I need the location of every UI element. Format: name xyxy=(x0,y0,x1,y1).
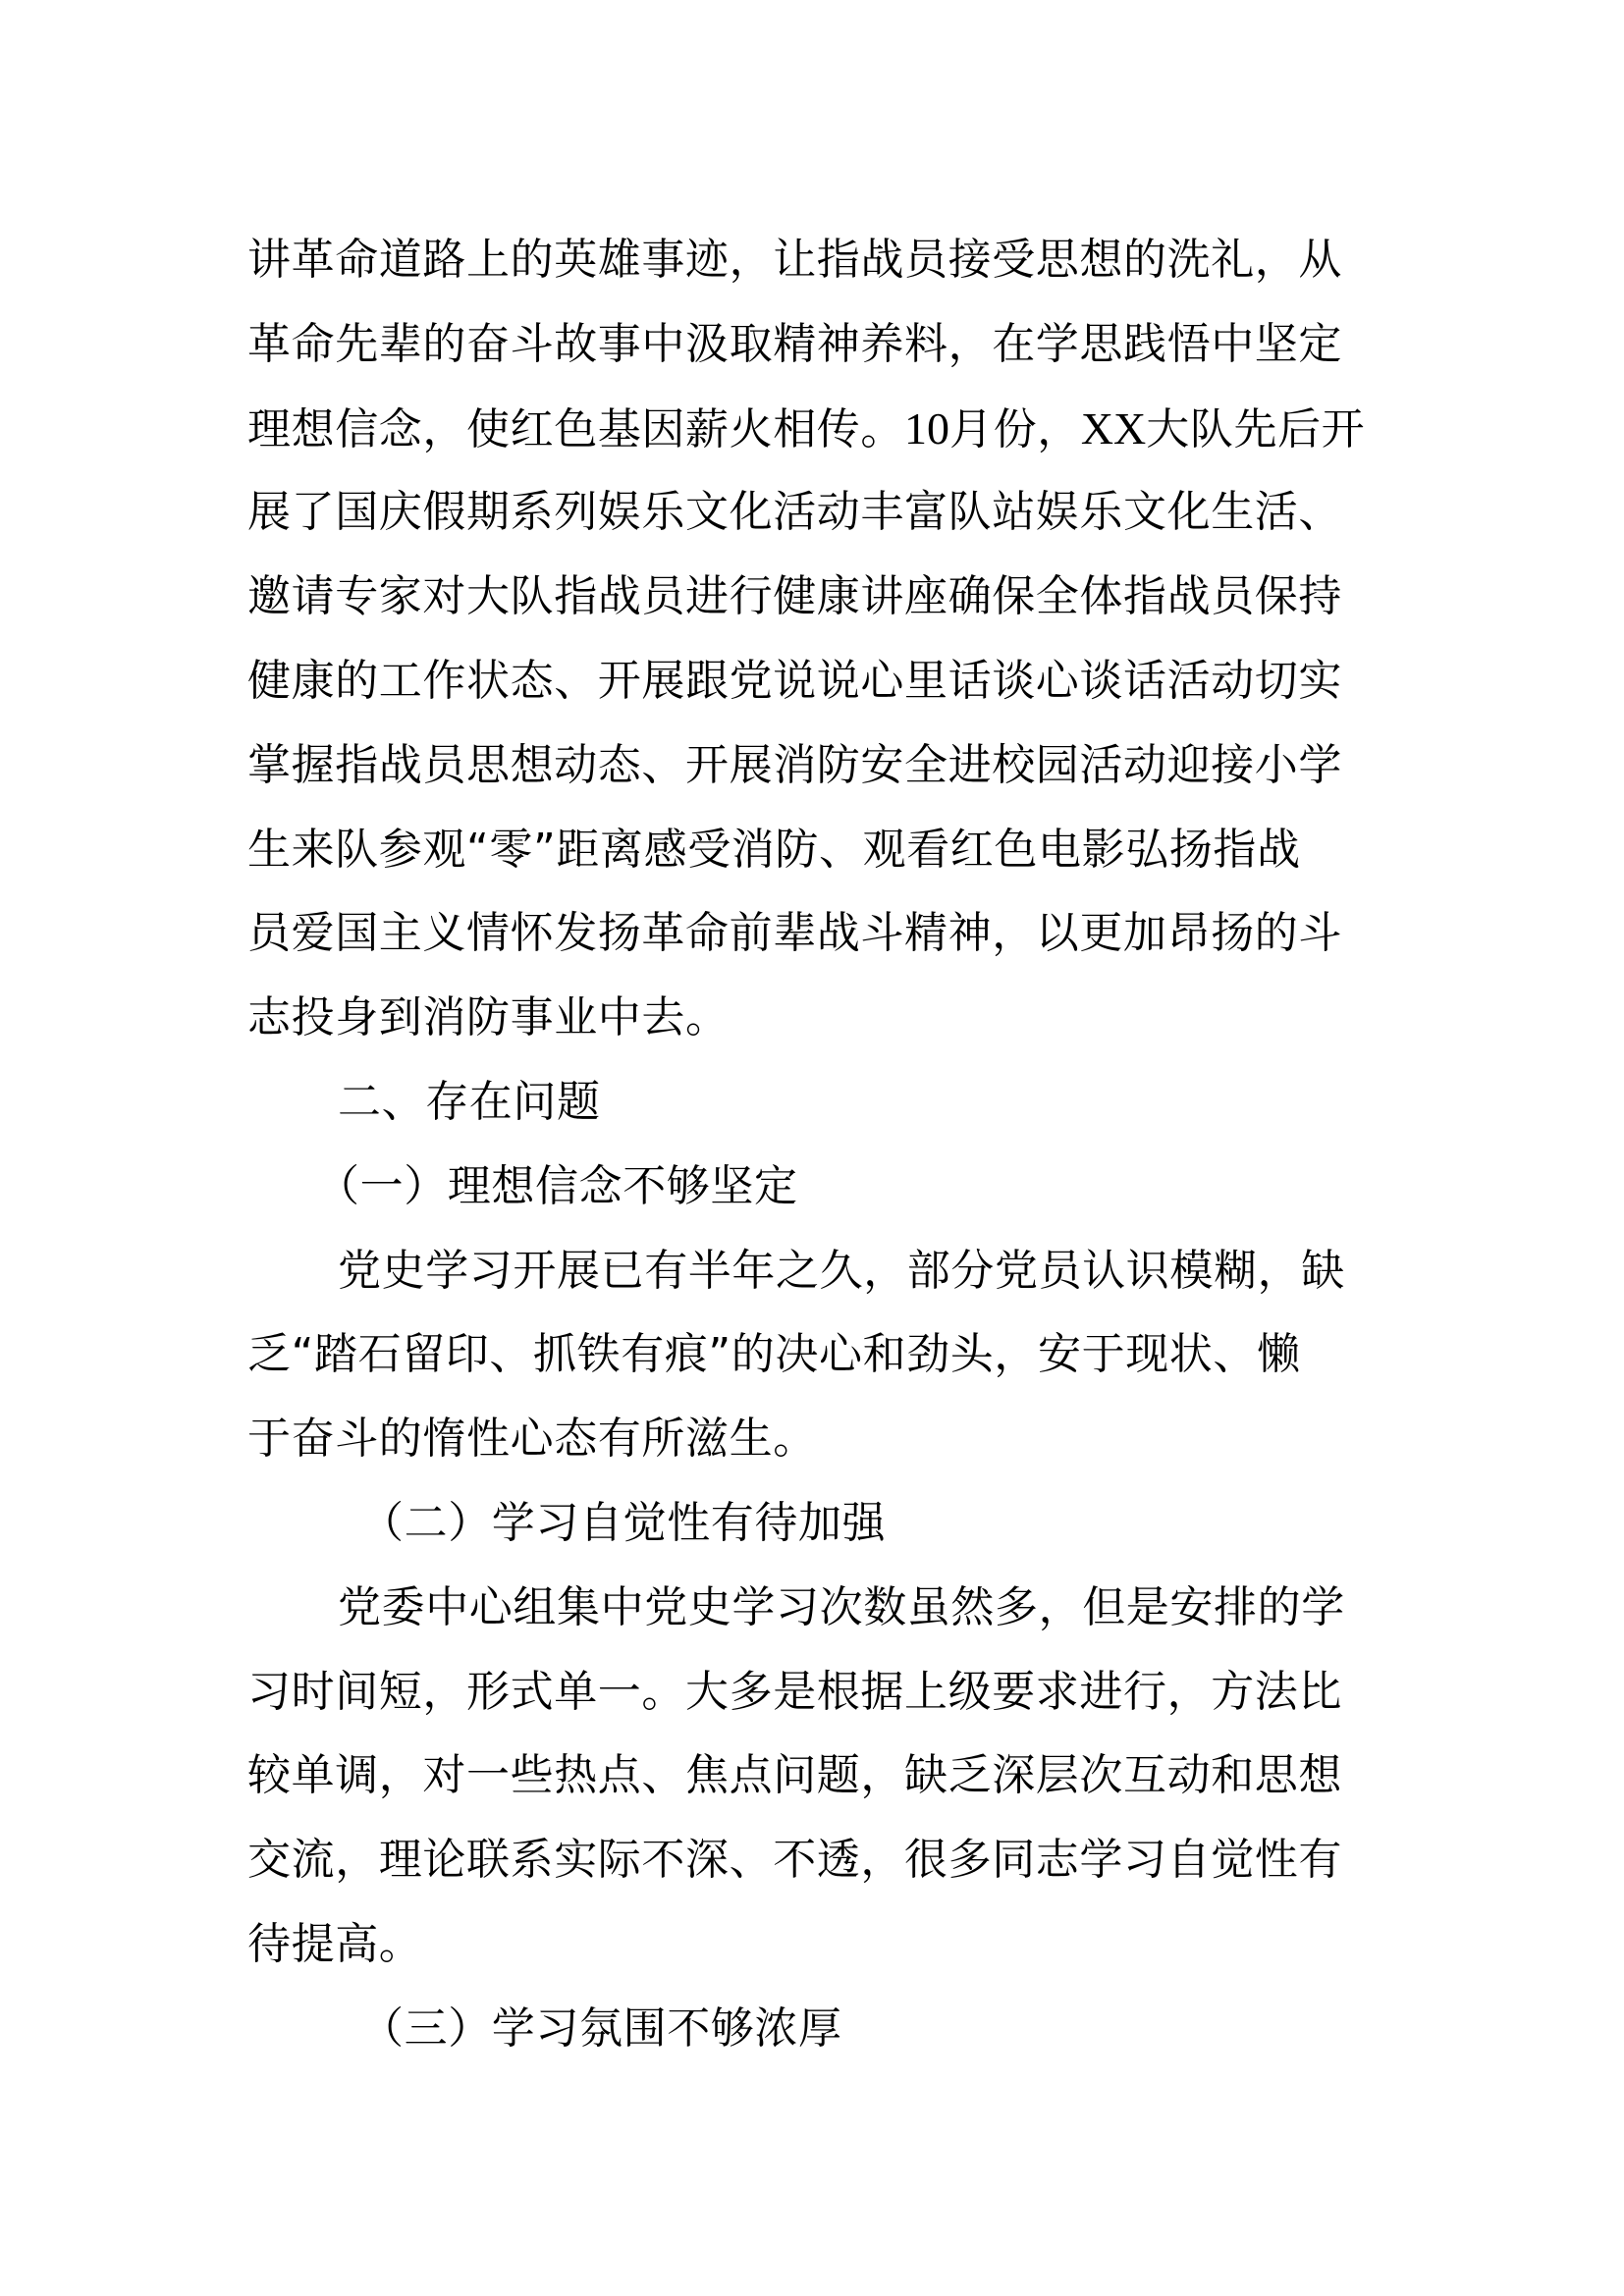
month-number: 10 xyxy=(904,402,949,454)
text-line: 讲革命道路上的英雄事迹，让指战员接受思想的洗礼，从 xyxy=(247,235,1342,285)
text-line: 志投身到消防事业中去。 xyxy=(247,992,730,1043)
paragraph-study-initiative xyxy=(247,1566,1379,1987)
text-segment: 月份， xyxy=(949,403,1081,454)
text-line xyxy=(247,387,1379,471)
text-line: 党委中心组集中党史学习次数虽然多，但是安排的学 xyxy=(338,1581,1345,1632)
text-line: 生来队参观“零”距离感受消防、观看红色电影弘扬指战 xyxy=(247,824,1301,875)
paragraph-activities xyxy=(247,218,1379,1060)
text-line: 习时间短，形式单一。大多是根据上级要求进行，方法比 xyxy=(247,1666,1342,1717)
text-segment: 理想信念，使红色基因薪火相传。 xyxy=(247,403,904,454)
text-line: 革命先辈的奋斗故事中汲取精神养料，在学思践悟中坚定 xyxy=(247,318,1342,369)
text-line: 展了国庆假期系列娱乐文化活动丰富队站娱乐文化生活、 xyxy=(247,487,1342,538)
text-segment: 大队先后开 xyxy=(1146,403,1366,454)
text-line: 待提高。 xyxy=(247,1918,423,1969)
unit-code: XX xyxy=(1080,402,1147,454)
document-page xyxy=(247,218,1379,2071)
text-line: 掌握指战员思想动态、开展消防安全进校园活动迎接小学 xyxy=(247,739,1342,790)
text-line: 员爱国主义情怀发扬革命前辈战斗精神，以更加昂扬的斗 xyxy=(247,908,1342,959)
text-line: 乏“踏石留印、抓铁有痕”的决心和劲头，安于现状、懒 xyxy=(247,1329,1301,1380)
text-line: 党史学习开展已有半年之久，部分党员认识模糊，缺 xyxy=(338,1245,1345,1296)
text-line: 交流，理论联系实际不深、不透，很多同志学习自觉性有 xyxy=(247,1835,1342,1886)
section-heading-problems: 二、存在问题 xyxy=(338,1076,601,1127)
text-line: 健康的工作状态、开展跟党说说心里话谈心谈话活动切实 xyxy=(247,655,1342,706)
text-line: 较单调，对一些热点、焦点问题，缺乏深层次互动和思想 xyxy=(247,1750,1342,1801)
subsection-heading-2: （二）学习自觉性有待加强 xyxy=(360,1497,887,1548)
text-line: 于奋斗的惰性心态有所滋生。 xyxy=(247,1414,817,1465)
text-line: 邀请专家对大队指战员进行健康讲座确保全体指战员保持 xyxy=(247,571,1342,622)
subsection-heading-1: （一）理想信念不够坚定 xyxy=(316,1160,798,1211)
paragraph-ideals xyxy=(247,1229,1379,1481)
subsection-heading-3: （三）学习氛围不够浓厚 xyxy=(360,2002,842,2054)
